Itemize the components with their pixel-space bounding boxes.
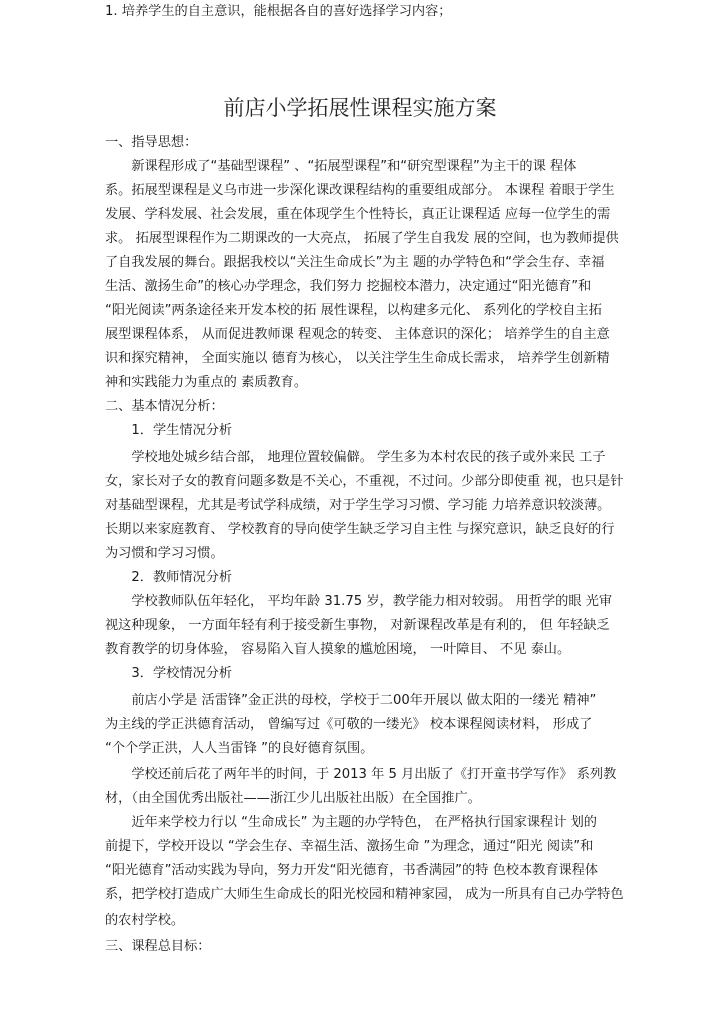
paragraph-line: 材，（由全国优秀出版社——浙江少儿出版社出版）在全国推广。 xyxy=(105,791,481,806)
paragraph-line: 学校还前后花了两年半的时间，于 2013 年 5 月出版了《打开童书学写作》 系列教 xyxy=(105,767,617,782)
paragraph-line: 系。拓展型课程是义乌市进一步深化课改课程结构的重要组成部分。 本课程 着眼于学生 xyxy=(105,183,615,198)
paragraph-line: 前店小学是 活雷锋”金正洪的母校，学校于二00年开展以 做太阳的一缕光 精神” xyxy=(105,693,597,708)
paragraph-line: 了自我发展的舞台。跟据我校以“关注生命成长”为主 题的办学特色和“学会生存、幸福 xyxy=(105,255,605,270)
paragraph-line: 长期以来家庭教育、 学校教育的导向使学生缺乏学习自主性 与探究意识，缺乏良好的行 xyxy=(105,522,615,537)
section-heading: 的农村学校。 xyxy=(105,913,185,928)
paragraph-line: 学校地处城乡结合部， 地理位置较偏僻。 学生多为本村农民的孩子或外来民 工子 xyxy=(105,450,606,465)
paragraph-line: 1. 培养学生的自主意识，能根据各自的喜好选择学习内容； xyxy=(105,4,452,19)
subsection-heading: 3．学校情况分析 xyxy=(105,666,233,681)
paragraph-line: 三、课程总目标： xyxy=(105,939,211,954)
paragraph-line: 教育教学的切身体验， 容易陷入盲人摸象的尴尬困境， 一叶障目、 不见 泰山。 xyxy=(105,642,571,657)
paragraph-line: “阳光阅读”两条途径来开发本校的拓 展性课程，以构建多元化、 系列化的学校自主拓 xyxy=(105,303,602,318)
subsection-heading: 1．学生情况分析 xyxy=(105,423,233,438)
paragraph-line: 视这种现象， 一方面年轻有利于接受新生事物， 对新课程改革是有利的， 但 年轻缺乏 xyxy=(105,618,610,633)
paragraph-line: 女，家长对子女的教育问题多数是不关心，不重视，不过问。少部分即使重 视，也只是针 xyxy=(105,474,624,489)
paragraph-line: 近年来学校力行以 “生命成长” 为主题的办学特色， 在严格执行国家课程计 划的 xyxy=(105,815,597,830)
paragraph-line: 为习惯和学习习惯。 xyxy=(105,546,224,561)
paragraph-line: 前提下，学校开设以 “学会生存、幸福生活、激扬生命 ”为理念，通过“阳光 阅读”和 xyxy=(105,839,594,854)
paragraph-line: 展型课程体系， 从而促进教师课 程观念的转变、 主体意识的深化； 培养学生的自主意 xyxy=(105,327,610,342)
section-heading: 二、基本情况分析： xyxy=(105,399,224,414)
paragraph-line: 求。 拓展型课程作为二期课改的一大亮点， 拓展了学生自我发 展的空间，也为教师提供 xyxy=(105,231,619,246)
paragraph-line: 神和实践能力为重点的 素质教育。 xyxy=(105,375,308,390)
paragraph-line: 新课程形成了“基础型课程” 、“拓展型课程”和“研究型课程”为主干的课 程体 xyxy=(105,159,577,174)
paragraph-line: 识和探究精神， 全面实施以 德育为核心， 以关注学生生命成长需求， 培养学生创新精 xyxy=(105,351,610,366)
section-heading: 一、指导思想： xyxy=(105,135,198,150)
paragraph-line: 发展、学科发展、社会发展，重在体现学生个性特长，真正让课程适 应每一位学生的需 xyxy=(105,207,611,222)
paragraph-line: “个个学正洪，人人当雷锋 ”的良好德育氛围。 xyxy=(105,741,374,756)
paragraph-line: 学校教师队伍年轻化， 平均年龄 31.75 岁，教学能力相对较弱。 用哲学的眼 光审 xyxy=(105,594,613,609)
paragraph-line: 系，把学校打造成广大师生生命成长的阳光校园和精神家园， 成为一所具有自己办学特色 xyxy=(105,887,624,902)
paragraph-line: “阳光德育”活动实践为导向，努力开发“阳光德育，书香满园”的特 色校本教育课程体 xyxy=(105,863,599,878)
subsection-heading: 2．教师情况分析 xyxy=(105,570,233,585)
document-title: 前店小学拓展性课程实施方案 xyxy=(223,96,497,120)
paragraph-line: 生活、激扬生命”的核心办学理念，我们努力 挖掘校本潜力，决定通过“阳光德育”和 xyxy=(105,279,592,294)
paragraph-line: 为主线的学正洪德育活动， 曾编写过《可敬的一缕光》 校本课程阅读材料， 形成了 xyxy=(105,717,593,732)
paragraph-line: 对基础型课程，尤其是考试学科成绩，对于学生学习习惯、学习能 力培养意识较淡薄。 xyxy=(105,498,611,513)
